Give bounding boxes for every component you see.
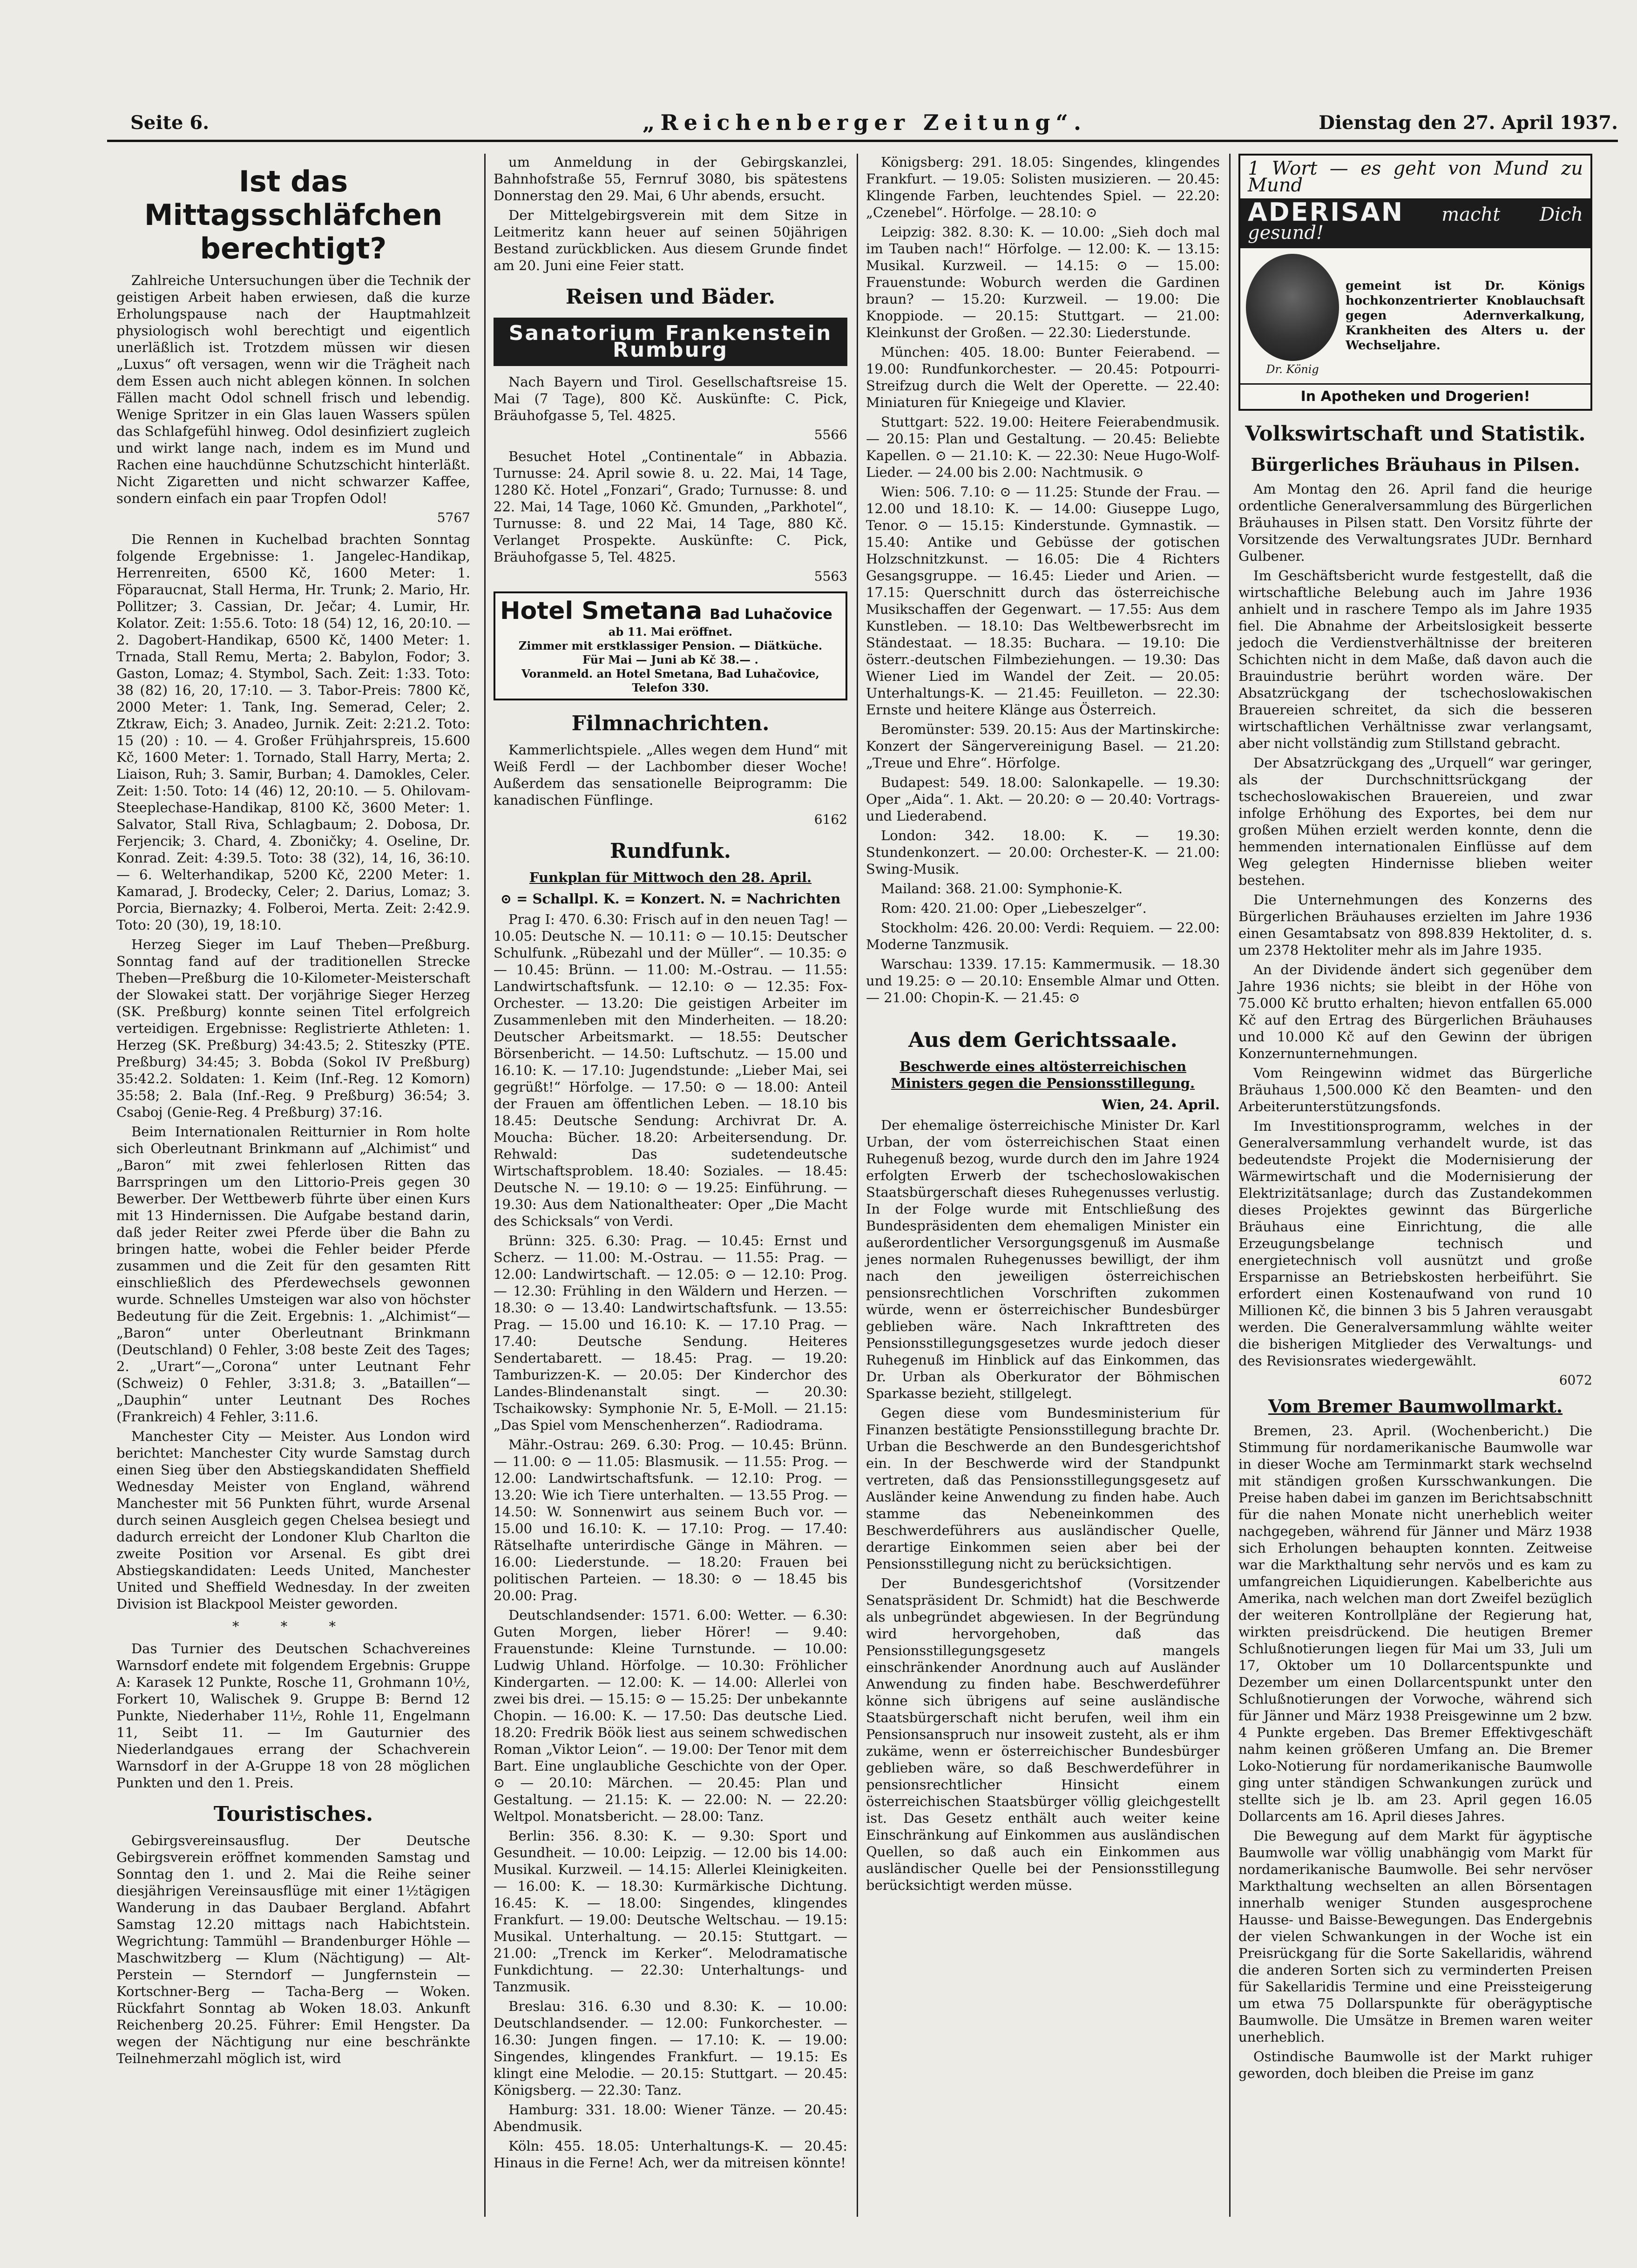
radio-listing: Stockholm: 426. 20.00: Verdi: Requiem. — 22.00: Moderne Tanzmusik. bbox=[866, 920, 1220, 952]
article-text-brauhaus: Die Unternehmungen des Konzerns des Bürgerlichen Bräuhauses erzielten im Jahre 1936 einen Gesamtabsatz von 898.839 Hektoliter, d. s. um 2378 Hektoliter mehr als im Jahre 1935. bbox=[1238, 892, 1592, 958]
ad-signature: Dr. König bbox=[1266, 363, 1319, 376]
article-text-bremer: Bremen, 23. April. (Wochenbericht.) Die Stimmung für nordamerikanische Baumwolle war in dieser Woche am Terminmarkt stark wechselnd mit ständigen großen Kursschwankungen. Die Preise haben dabei im ganzen im Berichtsabschnitt für die nahen Monate nicht unerheblich weiter nachgegeben, während für Jänner und März 1938 sich Erholungen behaupten konnten. Zeitweise war die Markthaltung sehr nervös und es kam zu umfangreichen Liquidierungen. Kabelberichte aus Amerika, nach welchen man dort Zweifel bezüglich der weiteren Kontrollpläne der Regierung hat, wirkten preisdrückend. Die heutigen Bremer Schlußnotierungen liegen für Mai um 33, Juli um 17, Oktober um 10 Dollarcentspunkte und Dezember um einen Dollarcentspunkt unter den Schlußnotierungen der Vorwoche, während sich für Jänner und März 1938 Preisgewinne um 2 bzw. 4 Punkte ergeben. Das Bremer Effektivgeschäft nahm keinen größeren Umfang an. Die Bremer Loko-Notierung für nordamerikanische Baumwolle ging unter ständigen Schwankungen zurück und stellte sich je lb. am 23. April gegen 16.05 Dollarcents am 16. April dieses Jahres. bbox=[1238, 1423, 1592, 1824]
section-heading-film: Filmnachrichten. bbox=[571, 712, 770, 735]
ad-portrait-block bbox=[1246, 254, 1339, 378]
ad-line: Für Mai — Juni ab Kč 38.— . bbox=[582, 653, 758, 666]
radio-listing: Deutschlandsender: 1571. 6.00: Wetter. — 6.30: Guten Morgen, lieber Hörer! — 9.40: Frauenstunde: Kleine Turnstunde. — 10.00: Ludwig Uhland. Hörfolge. — 10.30: Fröhlicher Kindergarten. — 12.00: K. — 14.00: Allerlei von zwei bis drei. — 15.15: ⊙ — 15.25: Der unbekannte Chopin. — 16.00: K. — 17.50: Das deutsche Lied. 18.20: Fredrik Böök liest aus seinem schwedischen Roman „Viktor Leion“. — 19.00: Der Tenor mit dem Bart. Eine unglaubliche Geschichte von der Oper. ⊙ — 20.10: Märchen. — 20.45: Plan und Gestaltung. — 21.15: K. — 22.00: N. — 22.20: Weltpol. Monatsbericht. — 28.00: Tanz. bbox=[494, 1607, 847, 1824]
radio-schedule-title: Funkplan für Mittwoch den 28. April. bbox=[529, 869, 812, 885]
article-text-herzeg: Herzeg Sieger im Lauf Theben—Preßburg. Sonntag fand auf der traditionellen Strecke Theben—Preßburg die 10-Kilometer-Meisterschaft der Slowakei statt. Der vorjährige Sieger Herzeg (SK. Preßburg) konnte seinen Titel erfolgreich verteidigen. Ergebnisse: Reglistrierte Athleten: 1. Herzeg (SK. Preßburg) 34:43.5; 2. Stiteszky (PTE. Preßburg) 34:45; 3. Bobda (Sokol IV Preßburg) 35:42.2. Soldaten: 1. Keim (Inf.-Reg. 12 Komorn) 35:58; 2. Bala (Inf.-Reg. 9 Preßburg) 36:54; 3. Csaboj (Genie-Reg. 4 Preßburg) 37:16. bbox=[116, 937, 470, 1120]
dateline: Wien, 24. April. bbox=[1102, 1097, 1220, 1113]
column-2 bbox=[494, 154, 847, 2174]
ad-number: 5566 bbox=[814, 427, 847, 442]
article-text: um Anmeldung in der Gebirgskanzlei, Bahnhofstraße 55, Fernruf 3080, bis spätestens Donnerstag den 29. Mai, 6 Uhr abends, ersucht. bbox=[494, 154, 847, 204]
ad-line: Voranmeld. an Hotel Smetana, Bad Luhačovice, bbox=[521, 667, 819, 680]
column-3 bbox=[866, 154, 1220, 1896]
article-title-brauhaus: Bürgerliches Bräuhaus in Pilsen. bbox=[1251, 454, 1580, 475]
article-title-mittagsschlaf: Ist das Mittagsschläfchen berechtigt? bbox=[144, 164, 443, 265]
article-title-bremer: Vom Bremer Baumwollmarkt. bbox=[1268, 1396, 1563, 1417]
ad-hotel-location: Bad Luhačovice bbox=[710, 606, 832, 623]
radio-listing: Mailand: 368. 21.00: Symphonie-K. bbox=[881, 881, 1123, 896]
ad-banner bbox=[1240, 198, 1590, 248]
radio-legend: ⊙ = Schallpl. K. = Konzert. N. = Nachrichten bbox=[500, 891, 841, 907]
article-text-kuchelbad: Die Rennen in Kuchelbad brachten Sonntag folgende Ergebnisse: 1. Jangelec-Handikap, Herrenreiten, 6500 Kč, 1600 Meter: 1. Föparaucnat, Stall Herma, Hr. Trunk; 2. Mario, Hr. Pollitzer; 3. Cassian, Dr. Ječar; 4. Lumir, Hr. Kolator. Zeit: 1:55.6. Toto: 18 (54) 12, 16, 20:10. — 2. Dagobert-Handikap, 6500 Kč, 1400 Meter: 1. Trnada, Stall Remu, Merta; 2. Babylon, Fodor; 3. Gaston, Lomaz; 4. Stymbol, Sach. Zeit: 1:33. Toto: 38 (82) 16, 20, 17:10. — 3. Tabor-Preis: 7800 Kč, 2000 Meter: 1. Tank, Ing. Semerad, Celer; 2. Ztkraw, Eich; 3. Anadeo, Jurnik. Zeit: 2:21.2. Toto: 15 (20) : 10. — 4. Großer Frühjahrspreis, 15.600 Kč, 1600 Meter: 1. Tornado, Stall Harry, Merta; 2. Liaison, Ruh; 3. Samir, Burban; 4. Damokles, Celer. Zeit: 1:50. Toto: 14 (46) 12, 20:10. — 5. Ohilovam-Steeplechase-Handikap, 8100 Kč, 3600 Meter: 1. Salvator, Stall Riva, Schlagbaum; 2. Dobosa, Dr. Ferjencik; 3. Chard, 4. Zboničky; 4. Oseline, Dr. Konrad. Zeit: 4:39.5. Toto: 38 (32), 14, 16, 36:10. — 6. Welterhandikap, 5200 Kč, 2200 Meter: 1. Kamarad, J. Brodecky, Celer; 2. Darius, Lomaz; 3. Porcia, Biernazky; 4. Folberoi, Merta. Zeit: 2:42.9. Toto: 20 (30), 19, 18:10. bbox=[116, 531, 470, 933]
ad-number: 5563 bbox=[814, 569, 847, 584]
ad-body bbox=[1240, 248, 1590, 383]
article-text-brauhaus: Am Montag den 26. April fand die heurige ordentliche Generalversammlung des Bürgerlichen Bräuhauses in Pilsen statt. Den Vorsitz führte der Vorsitzende des Verwaltungsrates JUDr. Bernhard Gulbener. bbox=[1238, 481, 1592, 564]
ad-text-abbazia: Besuchet Hotel „Continentale“ in Abbazia. Turnusse: 24. April sowie 8. u. 22. Mai, 14 Tage, 1280 Kč. Hotel „Fonzari“, Grado; Turnusse: 8. und 22. Mai, 14 Tage, 1060 Kč. Gmunden, „Parkhotel“, Turnusse: 8. und 22 Mai, 14 Tage, 880 Kč. Verlanget Prospekte. Auskünfte: C. Pick, Bräuhofgasse 5, Tel. 4825. bbox=[494, 448, 847, 565]
article-text-touren: Gebirgsvereinsausflug. Der Deutsche Gebirgsverein eröffnet kommenden Samstag und Sonntag den 1. und 2. Mai die Reihe seiner diesjährigen Vereinsausflüge mit einer 1½tägigen Wanderung in das Daubaer Bergland. Abfahrt Samstag 12.20 mittags nach Habichtstein. Wegrichtung: Tammühl — Brandenburger Höhle — Maschwitzberg — Klum (Nächtigung) — Alt-Perstein — Sterndorf — Jungfernstein — Kortschner-Berg — Tacha-Berg — Woken. Rückfahrt Sonntag ab Woken 18.03. Ankunft Reichenberg 20.25. Führer: Emil Hengster. Da wegen der Nächtigung nur eine beschränkte Teilnehmerzahl möglich ist, wird bbox=[116, 1833, 470, 2066]
column-1 bbox=[116, 154, 470, 2070]
radio-listing: Prag I: 470. 6.30: Frisch auf in den neuen Tag! — 10.05: Deutsche N. — 10.11: ⊙ — 10.15: Deutscher Schulfunk. „Rübezahl und der Müller“. — 10.35: ⊙ — 10.45: Brünn. — 11.00: M.-Ostrau. — 11.55: Landwirtschaftsfunk. — 12.10: ⊙ — 12.35: Fox-Orchester. — 13.20: Die geistigen Arbeiter im Zusammenleben mit den Minderheiten. — 18.20: Deutscher Arbeitsmarkt. — 18.55: Deutscher Börsenbericht. — 14.50: Luftschutz. — 15.00 und 16.10: K. — 17.10: Jugendstunde: „Lieber Mai, sei gegrüßt!“ Hörfolge. — 17.50: ⊙ — 18.00: Anteil der Frauen am öffentlichen Leben. — 18.10 bis 18.45: Deutsche Sendung: Archivrat Dr. A. Moucha: Bücher. 18.20: Arbeitersendung. Dr. Rehwald: Das sudetendeutsche Wirtschaftsproblem. 18.40: Soziales. — 18.45: Deutsche N. — 19.10: ⊙ — 19.25: Einführung. — 19.30: Aus dem Nationaltheater: Oper „Die Macht des Schicksals“ von Verdi. bbox=[494, 911, 847, 1229]
article-text-urban: Gegen diese vom Bundesministerium für Finanzen bestätigte Pensionsstillegung brachte Dr. Urban die Beschwerde an den Bundesgerichtshof ein. In der Beschwerde wird der Standpunkt vertreten, daß das Pensionsstillegungsgesetz auf Ausländer keine Anwendung zu finden habe. Auch stamme das Nebeneinkommen des Beschwerdeführers aus ausländischer Quelle, derartige Einkommen seien aber bei der Pensionsstillegung nicht zu berücksichtigen. bbox=[866, 1405, 1220, 1572]
ad-brand: ADERISAN bbox=[1248, 197, 1404, 227]
article-text-brauhaus: Der Absatzrückgang des „Urquell“ war geringer, als der Durchschnittsrückgang der tschechoslowakischen Brauereien, und zwar infolge Erhöhung des Exportes, bei dem nur großen Mühen erzielt werden konnte, denn die hemmenden internationalen Einflüsse auf dem Weg gelegten Hindernisse blieben weiter bestehen. bbox=[1238, 755, 1592, 888]
section-separator: * * * bbox=[232, 1618, 354, 1634]
radio-listing: Beromünster: 539. 20.15: Aus der Martinskirche: Konzert der Sängervereinigung Basel. — 21.20: „Treue und Ehre“. Hörfolge. bbox=[866, 721, 1220, 771]
radio-listing: Wien: 506. 7.10: ⊙ — 11.25: Stunde der Frau. — 12.00 und 18.10: K. — 14.00: Giuseppe Lugo, Tenor. ⊙ — 15.15: Kinderstunde. Gymnastik. — 15.40: Antike und Gebüsse der gotischen Holzschnitzkunst. — 16.05: Die 4 Richters Gesangsgruppe. — 16.45: Lieder und Arien. — 17.15: Querschnitt durch das österreichische Musikschaffen der Gegenwart. — 17.55: Aus dem Kunstleben. — 18.10: Das Weltbewerbsrecht im Ständestaat. — 18.35: Buchara. — 19.10: Die österr.-deutschen Filmbeziehungen. — 19.30: Das Wiener Lied im Wandel der Zeit. — 20.05: Unterhaltungs-K. — 21.45: Feuilleton. — 22.30: Ernste und heitere Klänge aus Österreich. bbox=[866, 484, 1220, 718]
radio-listing: Brünn: 325. 6.30: Prag. — 10.45: Ernst und Scherz. — 11.00: M.-Ostrau. — 11.55: Prag. — 12.00: Landwirtschaft. — 12.05: ⊙ — 12.10: Prog. — 12.30: Frühling in den Wäldern und Herzen. — 18.30: ⊙ — 13.40: Landwirtschaftsfunk. — 13.55: Prag. — 15.00 und 16.10: K. — 17.10 Prag. — 17.40: Deutsche Sendung. Heiteres Sendertabarett. — 18.45: Prag. — 19.20: Tamburizzen-K. — 20.05: Der Kinderchor des Landes-Blindenanstalt singt. — 20.30: Tschaikowsky: Symphonie Nr. 5, E-Moll. — 21.15: „Das Spiel vom Menschenherzen“. Radiodrama. bbox=[494, 1233, 847, 1433]
article-text-urban: Der ehemalige österreichische Minister Dr. Karl Urban, der vom österreichischen Staat einen Ruhegenuß bezog, wurde durch den im Jahre 1924 erfolgten Erwerb der tschechoslowakischen Staatsbürgerschaft dieses Ruhegenusses verlustig. In der Folge wurde mit Entschließung des Bundespräsidenten dem ehemaligen Minister ein außerordentlicher Versorgungsgenuß im Ausmaße jenes normalen Ruhegenusses bewilligt, der ihm nach den jeweiligen österreichischen pensionsrechtlichen Vorschriften zukommen würde, wenn er österreichischer Bundesbürger geblieben wäre. Nach Inkrafttreten des Pensionsstillegungsgesetzes wurde jedoch dieser Ruhegenuß im Hinblick auf das Einkommen, das Dr. Urban als Oberkurator der Böhmischen Sparkasse bezieht, stillgelegt. bbox=[866, 1117, 1220, 1401]
radio-listing: Mähr.-Ostrau: 269. 6.30: Prog. — 10.45: Brünn. — 11.00: ⊙ — 11.05: Blasmusik. — 11.55: Prog. — 12.00: Landwirtschaftsfunk. — 12.10: Prog. — 13.20: Wie ich Tiere unterhalten. — 13.55 Prog. — 14.50: W. Sonnenwirt aus seinem Buch vor. — 15.00 und 16.10: K. — 17.10: Prog. — 17.40: Rätselhafte unterirdische Gänge in Mähren. — 16.00: Liederstunde. — 18.20: Frauen bei politischen Parteien. — 18.30: ⊙ — 18.45 bis 20.00: Prag. bbox=[494, 1437, 847, 1603]
section-heading-gericht: Aus dem Gerichtssaale. bbox=[908, 1028, 1177, 1052]
ad-hotel-smetana bbox=[494, 591, 847, 700]
section-heading-touristisches: Touristisches. bbox=[213, 1802, 373, 1826]
radio-listing: Rom: 420. 21.00: Oper „Liebeszelger“. bbox=[881, 900, 1147, 916]
radio-listing: Breslau: 316. 6.30 und 8.30: K. — 10.00: Deutschlandsender. — 12.00: Funkorchester. — 16.30: Jungen fingen. — 17.10: K. — 19.00: Singendes, klingendes Frankfurt. — 19.15: Es klingt eine Melodie. — 20.15: Stuttgart. — 20.45: Königsberg. — 22.30: Tanz. bbox=[494, 1998, 847, 2098]
ad-number: 5767 bbox=[437, 510, 470, 525]
article-text-brauhaus: Im Geschäftsbericht wurde festgestellt, daß die wirtschaftliche Belebung auch im Jahre 1936 anhielt und in raschere Tempo als im Jahre 1935 fiel. Die Abnahme der Arbeitslosigkeit besserte jedoch die Verdienstverhältnisse der breiteren Schichten nicht in dem Maße, daß davon auch die Brauindustrie berührt worden wäre. Der Absatzrückgang der tschechoslowakischen Brauereien schreitet, da sich die besseren wirtschaftlichen Verhältnisse zwar verlangsamt, aber nicht vollständig zum Stillstand gebracht. bbox=[1238, 568, 1592, 751]
ad-slogan: macht Dich gesund! bbox=[1248, 204, 1583, 244]
ad-line: Telefon 330. bbox=[632, 681, 709, 694]
article-text-mittelgebirge: Der Mittelgebirgsverein mit dem Sitze in Leitmeritz kann heuer auf seinen 50jährigen Bestand zurückblicken. Aus diesem Grunde findet am 20. Juni eine Feier statt. bbox=[494, 207, 847, 273]
ad-number: 6162 bbox=[814, 812, 847, 827]
section-heading-rundfunk: Rundfunk. bbox=[609, 839, 731, 863]
radio-listing: Königsberg: 291. 18.05: Singendes, klingendes Frankfurt. — 19.05: Solisten musizieren. — 20.45: Klingende Farben, leuchtendes Spiel. — 22.20: „Czenebel“. Hörfolge. — 28.10: ⊙ bbox=[866, 154, 1220, 220]
ad-aderisan bbox=[1238, 154, 1592, 411]
radio-listing: Stuttgart: 522. 19.00: Heitere Feierabendmusik. — 20.15: Plan und Gestaltung. — 20.45: Beliebte Kapellen. ⊙ — 21.10: K. — 22.30: Neue Hugo-Wolf-Lieder. — 24.00 bis 2.00: Nachtmusik. ⊙ bbox=[866, 414, 1220, 480]
masthead: „Reichenberger Zeitung“. bbox=[643, 110, 1087, 135]
portrait-image bbox=[1246, 254, 1339, 361]
ad-line: ab 11. Mai eröffnet. bbox=[608, 625, 733, 638]
ad-text-bayern: Nach Bayern und Tirol. Gesellschaftsreise 15. Mai (7 Tage), 800 Kč. Auskünfte: C. Pick, Bräuhofgasse 5, Tel. 4825. bbox=[494, 374, 847, 423]
column-4 bbox=[1238, 154, 1592, 2085]
article-text: Zahlreiche Untersuchungen über die Technik der geistigen Arbeit haben erwiesen, daß die kurze Erholungspause nach der Hauptmahlzeit physiologisch wohl berechtigt und eigentlich unerläßlich ist. Trotzdem müssen wir diesen „Luxus“ oft versagen, wenn wir die Trägheit nach dem Essen auch nicht ablegen können. In solchen Fällen macht Odol schnell frisch und lebendig. Wenige Spritzer in ein Glas lauen Wassers spülen das Schlafgefühl hinweg. Odol desinfiziert zugleich und wirkt lange nach, indem es im Mund und Rachen eine hauchdünne Schutzschicht hinterläßt. Nicht Zigaretten und nicht schwarzer Kaffee, sondern einfach ein paar Tropfen Odol! bbox=[116, 272, 470, 506]
article-subheading: Beschwerde eines altösterreichischen Ministers gegen die Pensionsstillegung. bbox=[891, 1059, 1195, 1091]
ad-footer: In Apotheken und Drogerien! bbox=[1240, 383, 1590, 409]
radio-listing: Warschau: 1339. 17.15: Kammermusik. — 18.30 und 19.25: ⊙ — 20.10: Ensemble Almar und Otten. — 21.00: Chopin-K. — 21.45: ⊙ bbox=[866, 956, 1220, 1005]
ad-number: 6072 bbox=[1559, 1372, 1592, 1388]
issue-date: Dienstag den 27. April 1937. bbox=[1319, 112, 1618, 134]
section-heading-reisen: Reisen und Bäder. bbox=[565, 285, 776, 309]
radio-listing: Budapest: 549. 18.00: Salonkapelle. — 19.30: Oper „Aida“. 1. Akt. — 20.20: ⊙ — 20.40: Vortrags- und Liederabend. bbox=[866, 774, 1220, 824]
spacer bbox=[866, 1009, 1220, 1017]
header-rule bbox=[107, 140, 1618, 142]
article-text-brauhaus: Vom Reingewinn widmet das Bürgerliche Bräuhaus 1,500.000 Kč den Beamten- und den Arbeiterunterstützungsfonds. bbox=[1238, 1065, 1592, 1114]
radio-listing: Köln: 455. 18.05: Unterhaltungs-K. — 20.45: Hinaus in die Ferne! Ach, wer da mitreisen könnte! bbox=[494, 2138, 847, 2171]
ad-text: gemeint ist Dr. Königs hochkonzentrierter Knoblauchsaft gegen Adernverkalkung, Krankheiten des Alters u. der Wechseljahre. bbox=[1346, 279, 1585, 353]
radio-listing: München: 405. 18.00: Bunter Feierabend. — 19.00: Rundfunkorchester. — 20.45: Potpourri-Streifzug durch die Welt der Operette. — 22.40: Miniaturen für Kniegeige und Klavier. bbox=[866, 344, 1220, 410]
column-rule bbox=[857, 154, 858, 2217]
radio-listing: Berlin: 356. 8.30: K. — 9.30: Sport und Gesundheit. — 10.00: Leipzig. — 12.00 bis 14.00: Musikal. Kurzweil. — 14.15: Allerlei Kleinigkeiten. — 16.00: K. — 18.30: Kurmärkische Dichtung. 16.45: K. — 18.00: Singendes, klingendes Frankfurt. — 19.00: Deutsche Weltschau. — 19.15: Musikal. Unterhaltung. — 20.15: Stuttgart. — 21.00: „Trenck im Kerker“. Melodramatische Funkdichtung. — 22.30: Unterhaltungs- und Tanzmusik. bbox=[494, 1828, 847, 1995]
article-text-bremer: Ostindische Baumwolle ist der Markt ruhiger geworden, doch bleiben die Preise im ganz bbox=[1238, 2049, 1592, 2081]
column-rule bbox=[1229, 154, 1231, 2217]
radio-listing: Hamburg: 331. 18.00: Wiener Tänze. — 20.45: Abendmusik. bbox=[494, 2102, 847, 2134]
article-text-bremer: Die Bewegung auf dem Markt für ägyptische Baumwolle war völlig unabhängig vom Markt für nordamerikanische Baumwolle. Bei sehr nervöser Markthaltung wechselten an allen Börsentagen innerhalb weniger Stunden ausgesprochene Hausse- und Baisse-Bewegungen. Das Endergebnis der vielen Schwankungen in der Woche ist ein Preisrückgang für die Sorte Sakellaridis, während die anderen Sorten sich zu verminderten Preisen für Sakellaridis Termine und eine Preissteigerung um etwa 75 Dollarspunkte für oberägyptische Baumwolle. Die Umsätze in Bremen waren weiter unerheblich. bbox=[1238, 1828, 1592, 2045]
article-text-rom: Beim Internationalen Reitturnier in Rom holte sich Oberleutnant Brinkmann auf „Alchimist“ und „Baron“ mit zwei fehlerlosen Ritten das Barrspringen um den Littorio-Preis gegen 30 Bewerber. Der Wettbewerb führte über einen Kurs mit 13 Hindernissen. Die Aufgabe bestand darin, daß jeder Reiter zwei Pferde über die Bahn zu bringen hatte, wobei die Fehler beider Pferde zusammen und die Zeit für den gesamten Ritt einschließlich des Pferdewechsels gewonnen wurde. Schnelles Umsteigen war also von höchster Bedeutung für die Zeit. Ergebnis: 1. „Alchimist“—„Baron“ unter Oberleutnant Brinkmann (Deutschland) 0 Fehler, 3:08 beste Zeit des Tages; 2. „Urart“—„Corona“ unter Leutnant Fehr (Schweiz) 0 Fehler, 3:31.8; 3. „Bataillen“—„Dauphin“ unter Leutnant Des Roches (Frankreich) 4 Fehler, 3:11.6. bbox=[116, 1124, 470, 1425]
ad-sanatorium: Sanatorium Frankenstein Rumburg bbox=[494, 318, 847, 366]
radio-listing: London: 342. 18.00: K. — 19.30: Stundenkonzert. — 20.00: Orchester-K. — 21.00: Swing-Musik. bbox=[866, 828, 1220, 877]
article-text-manchester: Manchester City — Meister. Aus London wird berichtet: Manchester City wurde Samstag durch einen Sieg über den Abstiegskandidaten Sheffield Wednesday Meister von England, während Manchester mit 56 Punkten führt, wurde Arsenal durch seinen Ausgleich gegen Chelsea besiegt und dadurch erreicht der Londoner Klub Charlton die zweite Position vor Arsenal. Es gibt drei Abstiegskandidaten: Leeds United, Manchester United und Sheffield Wednesday. In der zweiten Division ist Blackpool Meister geworden. bbox=[116, 1428, 470, 1612]
section-heading-volkswirtschaft: Volkswirtschaft und Statistik. bbox=[1245, 422, 1586, 446]
ad-line: Zimmer mit erstklassiger Pension. — Diätküche. bbox=[518, 639, 823, 652]
page-number: Seite 6. bbox=[130, 112, 210, 134]
article-text-schach: Das Turnier des Deutschen Schachvereines Warnsdorf endete mit folgendem Ergebnis: Gruppe A: Karasek 12 Punkte, Rosche 11, Grohmann 10½, Forkert 10, Walischek 9. Gruppe B: Bernd 12 Punkte, Niederhaber 11½, Rohle 11, Engelmann 11, Seibt 11. — Im Gauturnier des Niederlandgaues errang der Schachverein Warnsdorf in der A-Gruppe 18 von 28 möglichen Punkten und den 1. Preis. bbox=[116, 1641, 470, 1791]
article-text-film: Kammerlichtspiele. „Alles wegen dem Hund“ mit Weiß Ferdl — der Lachbomber dieser Woche! Außerdem das sensationelle Beiprogramm: Die kanadischen Fünflinge. bbox=[494, 742, 847, 808]
article-text-urban: Der Bundesgerichtshof (Vorsitzender Senatspräsident Dr. Schmidt) hat die Beschwerde als unbegründet abgewiesen. In der Begründung wird hervorgehoben, daß das Pensionsstillegungsgesetz mangels einschränkender Anordnung auch auf Ausländer Anwendung zu finden habe. Beschwerdeführer könne sich übrigens auf seine ausländische Staatsbürgerschaft nicht berufen, weil ihm ein Pensionsanspruch nur insoweit zusteht, als er ihm zukäme, wenn er österreichischer Bundesbürger geblieben wäre, so daß Beschwerdeführer in pensionsrechtlicher Hinsicht einem österreichischen Staatsbürger völlig gleichgestellt ist. Das Gesetz enthält auch weiter keine Einschränkung auf Einkommen aus ausländischen Quellen, so daß auch ein Einkommen aus ausländischer Quelle bei der Pensionsstillegung berücksichtigt werden müsse. bbox=[866, 1575, 1220, 1893]
ad-hotel-name: Hotel Smetana bbox=[500, 597, 703, 625]
radio-listing: Leipzig: 382. 8.30: K. — 10.00: „Sieh doch mal im Tauben nach!“ Hörfolge. — 12.00: K. — 13.15: Musikal. Kurzweil. — 14.15: ⊙ — 15.00: Frauenstunde: Woburch werden die Gardinen braun? — 15.20: Kurzweil. — 19.00: Die Knoppiode. — 20.15: Stuttgart. — 21.00: Kleinkunst der Großen. — 22.30: Liederstunde. bbox=[866, 224, 1220, 340]
column-rule bbox=[484, 154, 486, 2217]
ad-tagline: 1 Wort — es geht von Mund zu Mund bbox=[1248, 158, 1583, 196]
article-text-brauhaus: Im Investitionsprogramm, welches in der Generalversammlung verhandelt wurde, ist das bedeutendste Projekt die Modernisierung der Wärmewirtschaft und die Modernisierung der Elektrizitätsanlage; durch das Zustandekommen dieses Projektes gewinnt das Bürgerliche Bräuhaus eine Einrichtung, die alle Erzeugungsbelange technisch und energietechnisch voll ausnützt und große Ersparnisse an Betriebskosten herbeiführt. Sie erfordert einen Kostenaufwand von rund 10 Millionen Kč, die binnen 3 bis 5 Jahren verausgabt werden. Die Generalversammlung wählte weiter die bisherigen Mitglieder des Verwaltungs- und des Revisionsrates wiedergewählt. bbox=[1238, 1118, 1592, 1369]
article-text-brauhaus: An der Dividende ändert sich gegenüber dem Jahre 1936 nichts; sie bleibt in der Höhe von 75.000 Kč brutto erhalten; hievon entfallen 65.000 Kč auf den Ertrag des Bürgerlichen Bräuhauses und 10.000 Kč auf den Gewinn der übrigen Konzernunternehmungen. bbox=[1238, 962, 1592, 1061]
